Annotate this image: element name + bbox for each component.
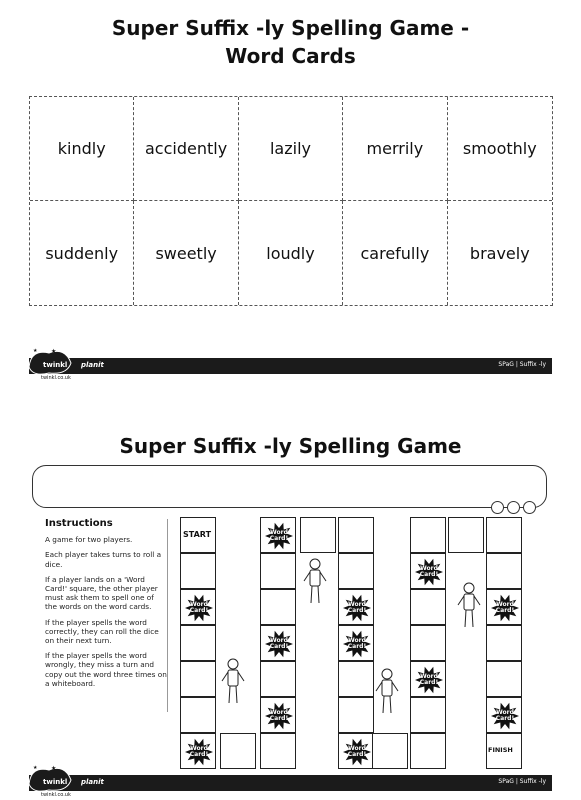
- word-card-label: Word Card!: [189, 745, 209, 758]
- footer-right-text: SPaG | Suffix -ly: [498, 778, 546, 785]
- board-square: [486, 517, 522, 553]
- bubble-dots: [491, 501, 536, 514]
- instruction-text: Each player takes turns to roll a dice.: [45, 550, 162, 569]
- board-square: [338, 661, 374, 697]
- word-card-label: Word Card!: [347, 745, 367, 758]
- brand-name: twinkl: [43, 361, 68, 369]
- game-board: [180, 517, 525, 771]
- word-card-label: Word Card!: [269, 529, 289, 542]
- word-card-label: Word Card!: [419, 673, 439, 686]
- board-square: [338, 517, 374, 553]
- svg-text:★: ★: [51, 765, 57, 772]
- board-square: [338, 733, 374, 769]
- footer-bar: [29, 348, 552, 374]
- board-square: [260, 661, 296, 697]
- site-url: twinkl.co.uk: [41, 375, 71, 381]
- page-title-word-cards: [0, 14, 581, 70]
- finish-label: FINISH: [488, 746, 513, 754]
- word-card-label: Word Card!: [495, 709, 515, 722]
- superhero-figure: [456, 581, 482, 631]
- instruction-text: If the player spells the word correctly, they can roll the dice on their next turn.: [45, 617, 159, 646]
- word-card-label: Word Card!: [347, 601, 367, 614]
- board-square: [338, 553, 374, 589]
- title-line-1: Super Suffix -ly Spelling Game -: [111, 16, 470, 40]
- board-square: [410, 553, 446, 589]
- start-label: START: [183, 530, 212, 539]
- board-square: [180, 625, 216, 661]
- word-card: sweetly: [134, 201, 238, 305]
- bubble-dot: [491, 501, 504, 514]
- board-square: [410, 517, 446, 553]
- board-square: [180, 553, 216, 589]
- board-square: [448, 517, 484, 553]
- board-square: [372, 733, 408, 769]
- footer-right-text: SPaG | Suffix -ly: [498, 361, 546, 368]
- board-square: [338, 625, 374, 661]
- board-square: [260, 697, 296, 733]
- superhero-figure: [220, 657, 246, 707]
- bubble-dot: [523, 501, 536, 514]
- board-square: [260, 589, 296, 625]
- footer-bar: [29, 765, 552, 791]
- board-square: [486, 697, 522, 733]
- word-card-label: Word Card!: [189, 601, 209, 614]
- brand-name: twinkl: [43, 778, 68, 786]
- instruction-text: A game for two players.: [45, 535, 133, 545]
- instructions-heading: Instructions: [45, 518, 113, 529]
- word-card: bravely: [469, 243, 530, 263]
- board-square: [260, 517, 296, 553]
- board-square: [260, 553, 296, 589]
- word-card-label: Word Card!: [269, 709, 289, 722]
- svg-text:★: ★: [33, 348, 38, 354]
- board-square: [338, 589, 374, 625]
- board-square: [486, 661, 522, 697]
- word-card-label: Word Card!: [495, 601, 515, 614]
- word-card: kindly: [30, 97, 134, 201]
- board-square: [410, 589, 446, 625]
- board-square: [410, 661, 446, 697]
- word-card-label: Word Card!: [419, 565, 439, 578]
- svg-text:★: ★: [51, 348, 57, 355]
- instructions-panel: [43, 519, 168, 712]
- board-square: [410, 697, 446, 733]
- board-square: [300, 517, 336, 553]
- instruction-text: If a player lands on a 'Word Card!' square, the other player must ask them to spell one of the words on the word cards.: [45, 574, 158, 612]
- word-card: loudly: [239, 201, 343, 305]
- board-square: [220, 733, 256, 769]
- word-card: suddenly: [30, 201, 134, 305]
- svg-text:★: ★: [33, 765, 38, 771]
- board-square: [486, 553, 522, 589]
- word-card: lazily: [239, 97, 343, 201]
- site-url: twinkl.co.uk: [41, 792, 71, 798]
- superhero-figure: [302, 557, 328, 607]
- word-card: smoothly: [448, 97, 552, 201]
- title-line-2: Word Cards: [225, 44, 356, 68]
- superhero-figure: [374, 667, 400, 717]
- board-square: [260, 625, 296, 661]
- planit-label: planit: [81, 361, 104, 369]
- board-square: [180, 589, 216, 625]
- instruction-text: If the player spells the word wrongly, they miss a turn and copy out the word three times on a whiteboard.: [45, 651, 167, 688]
- board-square: [338, 697, 374, 733]
- board-square: [180, 697, 216, 733]
- board-square: [410, 733, 446, 769]
- word-card: carefully: [343, 201, 447, 305]
- planit-label: planit: [81, 778, 104, 786]
- board-square: [486, 589, 522, 625]
- board-square: [180, 661, 216, 697]
- word-cards-grid: [29, 96, 553, 306]
- word-card: accidently: [134, 97, 238, 201]
- name-speech-bubble: [32, 465, 547, 508]
- word-card-label: Word Card!: [269, 637, 289, 650]
- page-title-game: Super Suffix -ly Spelling Game: [119, 434, 462, 458]
- bubble-dot: [507, 501, 520, 514]
- board-square: [410, 625, 446, 661]
- word-card-label: Word Card!: [347, 637, 367, 650]
- board-square: [180, 733, 216, 769]
- board-square: [486, 625, 522, 661]
- board-square: [260, 733, 296, 769]
- word-card: merrily: [343, 97, 447, 201]
